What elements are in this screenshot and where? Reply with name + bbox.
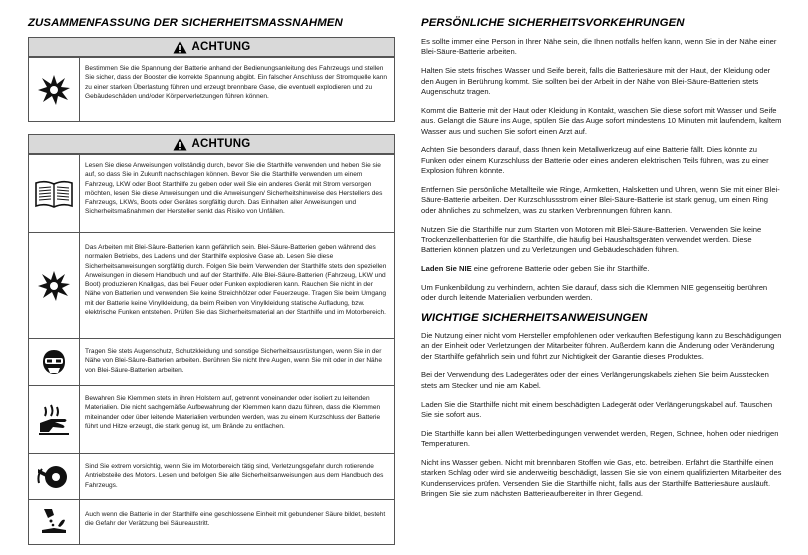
manual-book-icon: [29, 155, 80, 232]
warning-header: [29, 135, 394, 154]
warning-row: [29, 453, 394, 499]
warning-header: [29, 38, 394, 57]
explosion-icon: [29, 58, 80, 121]
paragraph: Entfernen Sie persönliche Metallteile wie Ringe, Armketten, Halsketten und Uhren, wenn Sie mit einer Blei-Säure-Batterie arbeiten. Der Kurzschlussstrom einer Blei-Säure-Batterie ist stark genug, um einen Ring oder ähnliches zu schmelzen, was zu starken Verbrennungen führen kann.: [421, 184, 780, 215]
paragraph: Nicht ins Wasser geben. Nicht mit brennbaren Stoffen wie Gas, etc. betreiben. Erfährt die Starthilfe einen starken Schlag oder wird sie anderweitig beschädigt, lassen Sie sie von einem qualifizierten Mitarbeiter des Kundenservices prüfen. Versenden Sie die Starthilfe nicht, falls aus der Starthilfe Batteriesäure ausläuft. Bringen Sie sie zum nächsten Batterieaufbereiter in Ihrer Gegend.: [421, 457, 782, 499]
warning-triangle-icon: [173, 41, 187, 54]
paragraph: Halten Sie stets frisches Wasser und Seife bereit, falls die Batteriesäure mit der Haut, der Kleidung oder den Augen in Berührung kommt. Sie sollten bei der Arbeit in der Nähe von Blei-Säure-Batterien stets Augenschutz tragen.: [421, 66, 771, 97]
warning-text: Sind Sie extrem vorsichtig, wenn Sie im Motorbereich tätig sind, Verletzungsgefahr durch rotierende Antriebsteile des Motors. Lesen und befolgen Sie alle Sicherheitsanweisungen aus dem Handbuch des Fahrzeugs.: [85, 463, 384, 489]
hot-hand-icon: [29, 386, 80, 453]
paragraph: Bei der Verwendung des Ladegerätes oder der eines Verlängerungskabels ziehen Sie beim Ausstecken stets am Stecker und nie am Kabel.: [421, 370, 769, 390]
bold-prefix: Laden Sie NIE: [421, 264, 472, 274]
warning-row: [29, 154, 394, 232]
paragraph: Nutzen Sie die Starthilfe nur zum Starten von Motoren mit Blei-Säure-Batterien. Verwenden Sie keine Trockenzellenbatterien für die Starthilfe, die häufig bei Haushaltsgeräten verwendet werden. Diese Batterien können platzen und zu Verletzungen und Gebäudeschäden führen.: [421, 224, 762, 255]
summary-title: ZUSAMMENFASSUNG DER SICHERHEITSMASSNAHMEN: [28, 17, 343, 29]
protective-gear-icon: [29, 339, 80, 385]
warning-row: [29, 499, 394, 544]
warning-text: Das Arbeiten mit Blei-Säure-Batterien kann gefährlich sein. Blei-Säure-Batterien geben während des normalen Betriebs, des Ladens und der Starthilfe explosive Gase ab. Lesen Sie diese Sicherheitsanweisungen sorgfältig durch. Folgen Sie beim Verwenden der Starthilfe stets den speziellen Anweisungen in diesem Handbuch und auf der Starthilfe. Alle Blei-Säure-Batterien (Fahrzeug, LKW und Boot) produzieren Knallgas, das bei Feuer oder Funken explodieren kann. Rauchen Sie nicht in der Nähe von Batterien und verwenden Sie keine Streichhölzer oder Feuerzeuge. Tragen Sie beim Umgang mit der Batterie keine Vinylkleidung, da beim Reiben von Vinylkleidung statische Aufladung, bzw. elektrische Funken entstehen. Prüfen Sie das Sicherheitsmaterial an der Starthilfe und im Motorbereich.: [85, 244, 387, 316]
paragraph-rest: eine gefrorene Batterie oder geben Sie ihr Starthilfe.: [471, 264, 650, 274]
warning-text: Lesen Sie diese Anweisungen vollständig durch, bevor Sie die Starthilfe verwenden und heben Sie sie auf, so dass Sie in Zukunft nachschlagen können. Bevor Sie die Starthilfe verwenden um einem Fahrzeug, LKW oder Boot Starthilfe zu geben oder weil Sie ein anderes Gerät mit Strom versorgen möchten, lesen Sie diese Anweisungen und die Anweisungen/ Sicherheitshinweise des Herstellers des Fahrzeugs, LKWs, Boots oder Gerätes sorgfältig durch. Das Einhalten aller Anweisungen und Sicherheitsmaßnahmen der Hersteller senkt das Risiko von Unfällen.: [85, 162, 383, 216]
left-column: [28, 17, 395, 545]
paragraph: Kommt die Batterie mit der Haut oder Kleidung in Kontakt, waschen Sie diese sofort mit Wasser und Seife aus. Gelangt die Säure ins Auge, spülen Sie das Auge sofort mindestens 10 Minuten mit laufendem, kaltem Wasser aus und suchen Sie sofort einen Arzt auf.: [421, 105, 782, 136]
warning-text: Tragen Sie stets Augenschutz, Schutzkleidung und sonstige Sicherheitsausrüstungen, wenn Sie in der Nähe von Blei-Säure-Batterien arbeiten. Berühren Sie nicht Ihre Augen, wenn Sie mit oder in der Nähe von Blei-Säure-Batterien arbeiten.: [85, 348, 382, 374]
rotating-parts-icon: [29, 454, 80, 499]
important-instructions-title: WICHTIGE SICHERHEITSANWEISUNGEN: [421, 311, 648, 324]
personal-safety-title: PERSÖNLICHE SICHERHEITSVORKEHRUNGEN: [421, 17, 685, 29]
acid-corrosion-icon: [29, 500, 80, 544]
paragraph: Die Starthilfe kann bei allen Wetterbedingungen verwendet werden, Regen, Schnee, hohen oder niedrigen Temperaturen.: [421, 428, 779, 449]
explosion-icon: [29, 233, 80, 338]
warning-triangle-icon: [173, 138, 187, 151]
paragraph: Es sollte immer eine Person in Ihrer Nähe sein, die Ihnen notfalls helfen kann, wenn Sie in der Nähe einer Blei-Säure-Batterie arbeiten.: [421, 37, 777, 57]
warning-text: Auch wenn die Batterie in der Starthilfe eine geschlossene Einheit mit gebundener Säure bildet, besteht die Gefahr der Verätzung bei Säureaustritt.: [85, 511, 386, 528]
paragraph: Um Funkenbildung zu verhindern, achten Sie darauf, dass sich die Klemmen NIE gegenseitig berühren oder durch leitende Materialien verbunden werden.: [421, 282, 768, 303]
paragraph: [421, 264, 783, 274]
warning-box-1: [28, 37, 395, 122]
warning-row: [29, 338, 394, 385]
warning-row: [29, 232, 394, 338]
warning-box-2: [28, 134, 395, 545]
warning-text: Bewahren Sie Klemmen stets in ihren Holstern auf, getrennt voneinander oder isoliert zu leitenden Materialien. Die nicht sachgemäße Aufbewahrung der Klemmen kann dazu führen, dass die Klemmen miteinander oder über leitende Materialien verbunden werden, was zu einem Kurzschluss der Batterie führt und Hitze erzeugt, die stark genug ist, um Brände zu entfachen.: [85, 395, 381, 430]
paragraph: Die Nutzung einer nicht vom Hersteller empfohlenen oder verkauften Befestigung kann zu Beschädigungen an der Einheit oder Verletzungen der Mitarbeiter führen. Außerdem kann die Änderung oder Veränderung der Starthilfe gefährlich sein und führt zur Nichtigkeit der Garantie dieses Produktes.: [421, 330, 782, 361]
warning-row: [29, 385, 394, 453]
right-column: [421, 17, 783, 508]
warning-text: Bestimmen Sie die Spannung der Batterie anhand der Bedienungsanleitung des Fahrzeugs und stellen Sie sicher, dass der Booster die korrekte Spannung abgibt. Ein falscher Anschluss der Stromquelle kann zu einer starken Überlastung führen und erzeugt brennbare Gase, die eventuell explodieren und zu Gebäudeschäden und/oder Körperverletzungen führen können.: [85, 65, 388, 100]
warning-label: ACHTUNG: [191, 138, 251, 150]
paragraph: Laden Sie die Starthilfe nicht mit einem beschädigten Ladegerät oder Verlängerungskabel auf. Tauschen Sie sie sofort aus.: [421, 399, 773, 420]
paragraph: Achten Sie besonders darauf, dass Ihnen kein Metallwerkzeug auf eine Batterie fällt. Dies könnte zu Funken oder einem Kurzschluss der Batterie oder eines anderen elektrischen Teils führen, was zu einer Explosion führen könnte.: [421, 145, 769, 176]
warning-label: ACHTUNG: [191, 41, 251, 53]
warning-row: [29, 57, 394, 121]
